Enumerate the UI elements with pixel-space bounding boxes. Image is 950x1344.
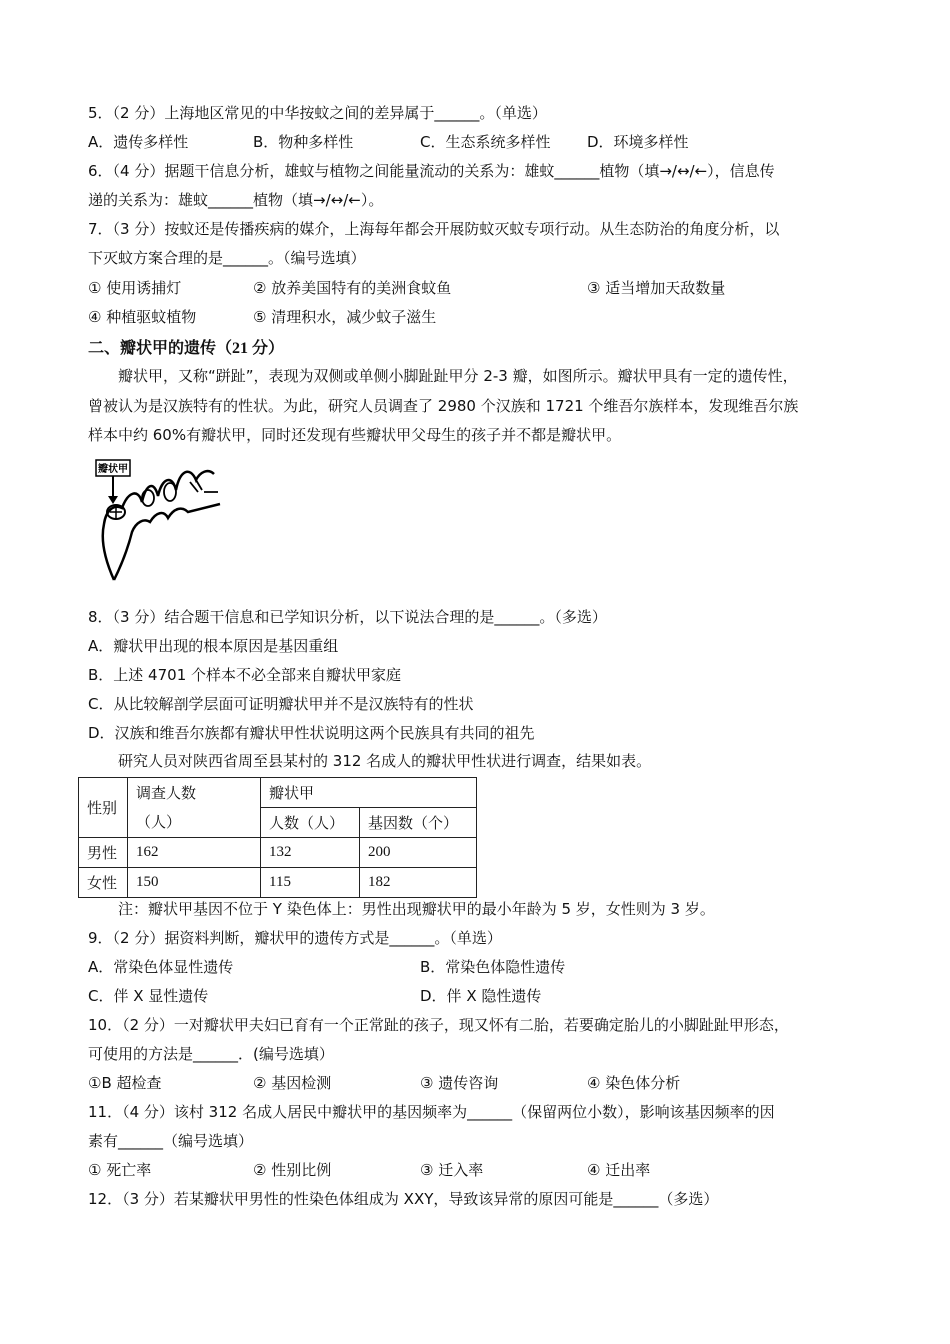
table-cell: 115 [261, 868, 360, 898]
intro-line2: 曾被认为是汉族特有的性状。为此，研究人员调查了 2980 个汉族和 1721 个维吾尔族样本，发现维吾尔族 [88, 397, 799, 415]
q7-option-3: ③ 适当增加天敌数量 [587, 279, 726, 297]
q8-option-d: D．汉族和维吾尔族都有瓣状甲性状说明这两个民族具有共同的祖先 [88, 724, 535, 742]
survey-table [78, 777, 477, 898]
table-header-gender: 性别 [79, 778, 128, 838]
table-header-people: 人数（人） [261, 808, 360, 838]
table-cell: 女性 [79, 868, 128, 898]
q10-option-3: ③ 遗传咨询 [420, 1074, 499, 1092]
q8-option-a: A．瓣状甲出现的根本原因是基因重组 [88, 637, 339, 655]
table-cell: 150 [128, 868, 261, 898]
q10-option-4: ④ 染色体分析 [587, 1074, 681, 1092]
section-title: 二、瓣状甲的遗传（21 分） [88, 338, 285, 357]
q8-stem: 8．（3 分）结合题干信息和已学知识分析，以下说法合理的是______。（多选） [88, 608, 607, 626]
intro-line3: 样本中约 60%有瓣状甲，同时还发现有些瓣状甲父母生的孩子并不都是瓣状甲。 [88, 426, 622, 444]
q5-option-a: A．遗传多样性 [88, 133, 189, 151]
q5-option-b: B．物种多样性 [253, 133, 354, 151]
q12-stem: 12．（3 分）若某瓣状甲男性的性染色体组成为 XXY，导致该异常的原因可能是______（多选） [88, 1190, 719, 1208]
q9-option-a: A．常染色体显性遗传 [88, 958, 234, 976]
table-cell: 200 [360, 838, 477, 868]
q11-option-4: ④ 迁出率 [587, 1161, 651, 1179]
q11-option-2: ② 性别比例 [253, 1161, 332, 1179]
table-note: 注：瓣状甲基因不位于 Y 染色体上：男性出现瓣状甲的最小年龄为 5 岁，女性则为 3 岁。 [118, 900, 715, 918]
table-header-group: 瓣状甲 [261, 778, 477, 808]
q10-option-2: ② 基因检测 [253, 1074, 332, 1092]
q10-option-1: ①B 超检查 [88, 1074, 162, 1092]
table-row [79, 868, 477, 898]
q10-line1: 10．（2 分）一对瓣状甲夫妇已育有一个正常趾的孩子，现又怀有二胎，若要确定胎儿的小脚趾趾甲形态， [88, 1016, 789, 1034]
toe-nail-figure [92, 452, 228, 582]
table-header-genes: 基因数（个） [360, 808, 477, 838]
q10-line2: 可使用的方法是______．(编号选填） [88, 1045, 334, 1063]
q8-option-c: C．从比较解剖学层面可证明瓣状甲并不是汉族特有的性状 [88, 695, 474, 713]
q6-line1: 6．（4 分）据题干信息分析，雄蚊与植物之间能量流动的关系为：雄蚊______植物（填→/↔/←），信息传 [88, 162, 775, 180]
q7-option-1: ① 使用诱捕灯 [88, 279, 182, 297]
q7-option-4: ④ 种植驱蚊植物 [88, 308, 197, 326]
q7-option-2: ② 放养美国特有的美洲食蚊鱼 [253, 279, 452, 297]
q5-option-c: C．生态系统多样性 [420, 133, 551, 151]
q7-line1: 7．（3 分）按蚊还是传播疾病的媒介，上海每年都会开展防蚊灭蚊专项行动。从生态防治的角度分析，以 [88, 220, 780, 238]
survey-intro: 研究人员对陕西省周至县某村的 312 名成人的瓣状甲性状进行调查，结果如表。 [118, 752, 652, 770]
q11-line2: 素有______（编号选填） [88, 1132, 254, 1150]
table-header-count: 调查人数 （人） [128, 778, 261, 838]
q8-option-b: B．上述 4701 个样本不必全部来自瓣状甲家庭 [88, 666, 402, 684]
q7-option-5: ⑤ 清理积水，减少蚊子滋生 [253, 308, 437, 326]
q9-option-d: D．伴 X 隐性遗传 [420, 987, 542, 1005]
q9-option-b: B．常染色体隐性遗传 [420, 958, 566, 976]
q9-stem: 9．（2 分）据资料判断，瓣状甲的遗传方式是______。（单选） [88, 929, 502, 947]
table-cell: 162 [128, 838, 261, 868]
table-row [79, 838, 477, 868]
q11-option-3: ③ 迁入率 [420, 1161, 484, 1179]
q7-line2: 下灭蚊方案合理的是______。（编号选填） [88, 249, 366, 267]
table-cell: 男性 [79, 838, 128, 868]
intro-line1: 瓣状甲，又称“跰趾”，表现为双侧或单侧小脚趾趾甲分 2-3 瓣，如图所示。瓣状甲具有一定的遗传性， [118, 367, 798, 385]
figure-label: 瓣状甲 [98, 464, 128, 475]
q5-option-d: D．环境多样性 [587, 133, 689, 151]
q5-stem: 5．（2 分）上海地区常见的中华按蚊之间的差异属于______。（单选） [88, 104, 547, 122]
q11-line1: 11．（4 分）该村 312 名成人居民中瓣状甲的基因频率为______（保留两位小数），影响该基因频率的因 [88, 1103, 775, 1121]
table-cell: 182 [360, 868, 477, 898]
q9-option-c: C．伴 X 显性遗传 [88, 987, 209, 1005]
q11-option-1: ① 死亡率 [88, 1161, 152, 1179]
table-cell: 132 [261, 838, 360, 868]
q6-line2: 递的关系为：雄蚊______植物（填→/↔/←）。 [88, 191, 384, 209]
